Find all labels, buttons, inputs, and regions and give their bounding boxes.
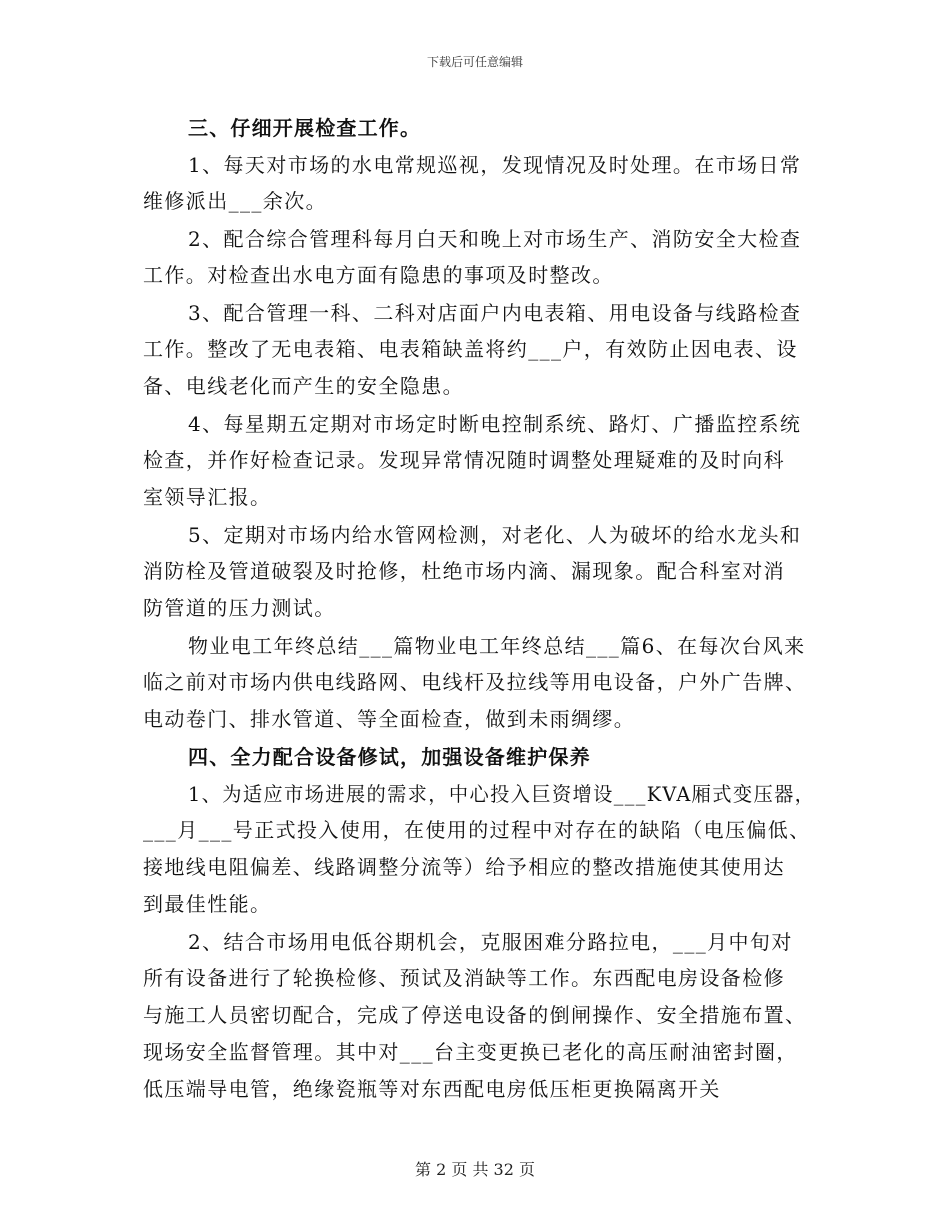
paragraph-line: 低压端导电管，绝缘瓷瓶等对东西配电房低压柜更换隔离开关	[143, 1077, 721, 1101]
paragraph-line: 电动卷门、排水管道、等全面检查，做到未雨绸缪。	[143, 707, 636, 731]
paragraph-line: ___月___号正式投入使用，在使用的过程中对存在的缺陷（电压偏低、	[143, 818, 811, 842]
paragraph-line: 工作。对检查出水电方面有隐患的事项及时整改。	[143, 263, 614, 287]
paragraph-line: 1、每天对市场的水电常规巡视，发现情况及时处理。在市场日常	[188, 153, 802, 177]
page-footer: 第 2 页 共 32 页	[415, 1160, 535, 1179]
paragraph-line: 消防栓及管道破裂及时抢修，杜绝市场内滴、漏现象。配合科室对消	[143, 559, 785, 583]
section-heading: 四、全力配合设备修试，加强设备维护保养	[188, 745, 591, 769]
paragraph-line: 备、电线老化而产生的安全隐患。	[143, 374, 464, 398]
paragraph-line: 1、为适应市场进展的需求，中心投入巨资增设___KVA厢式变压器，	[188, 782, 816, 806]
paragraph-line: 防管道的压力测试。	[143, 596, 336, 620]
paragraph-line: 3、配合管理一科、二科对店面户内电表箱、用电设备与线路检查	[188, 301, 802, 325]
paragraph-line: 接地线电阻偏差、线路调整分流等）给予相应的整改措施使其使用达	[143, 855, 785, 879]
paragraph-line: 室领导汇报。	[143, 485, 272, 509]
paragraph-line: 所有设备进行了轮换检修、预试及消缺等工作。东西配电房设备检修	[143, 966, 785, 990]
paragraph-line: 工作。整改了无电表箱、电表箱缺盖将约___户，有效防止因电表、设	[143, 337, 798, 361]
paragraph-line: 与施工人员密切配合，完成了停送电设备的倒闸操作、安全措施布置、	[143, 1003, 807, 1027]
paragraph-line: 5、定期对市场内给水管网检测，对老化、人为破坏的给水龙头和	[188, 523, 802, 547]
paragraph-line: 2、结合市场用电低谷期机会，克服困难分路拉电，___月中旬对	[188, 930, 793, 954]
paragraph-line: 现场安全监督管理。其中对___台主变更换已老化的高压耐油密封圈，	[143, 1040, 798, 1064]
section-heading: 三、仔细开展检查工作。	[188, 116, 422, 140]
paragraph-line: 临之前对市场内供电线路网、电线杆及拉线等用电设备，户外广告牌、	[143, 670, 807, 694]
page-header: 下载后可任意编辑	[426, 55, 523, 69]
paragraph-line: 维修派出___余次。	[143, 189, 327, 213]
paragraph-line: 物业电工年终总结___篇物业电工年终总结___篇6、在每次台风来	[188, 634, 806, 658]
paragraph-line: 2、配合综合管理科每月白天和晚上对市场生产、消防安全大检查	[188, 227, 802, 251]
paragraph-line: 4、每星期五定期对市场定时断电控制系统、路灯、广播监控系统	[188, 412, 802, 436]
paragraph-line: 到最佳性能。	[143, 892, 272, 916]
paragraph-line: 检查，并作好检查记录。发现异常情况随时调整处理疑难的及时向科	[143, 448, 785, 472]
